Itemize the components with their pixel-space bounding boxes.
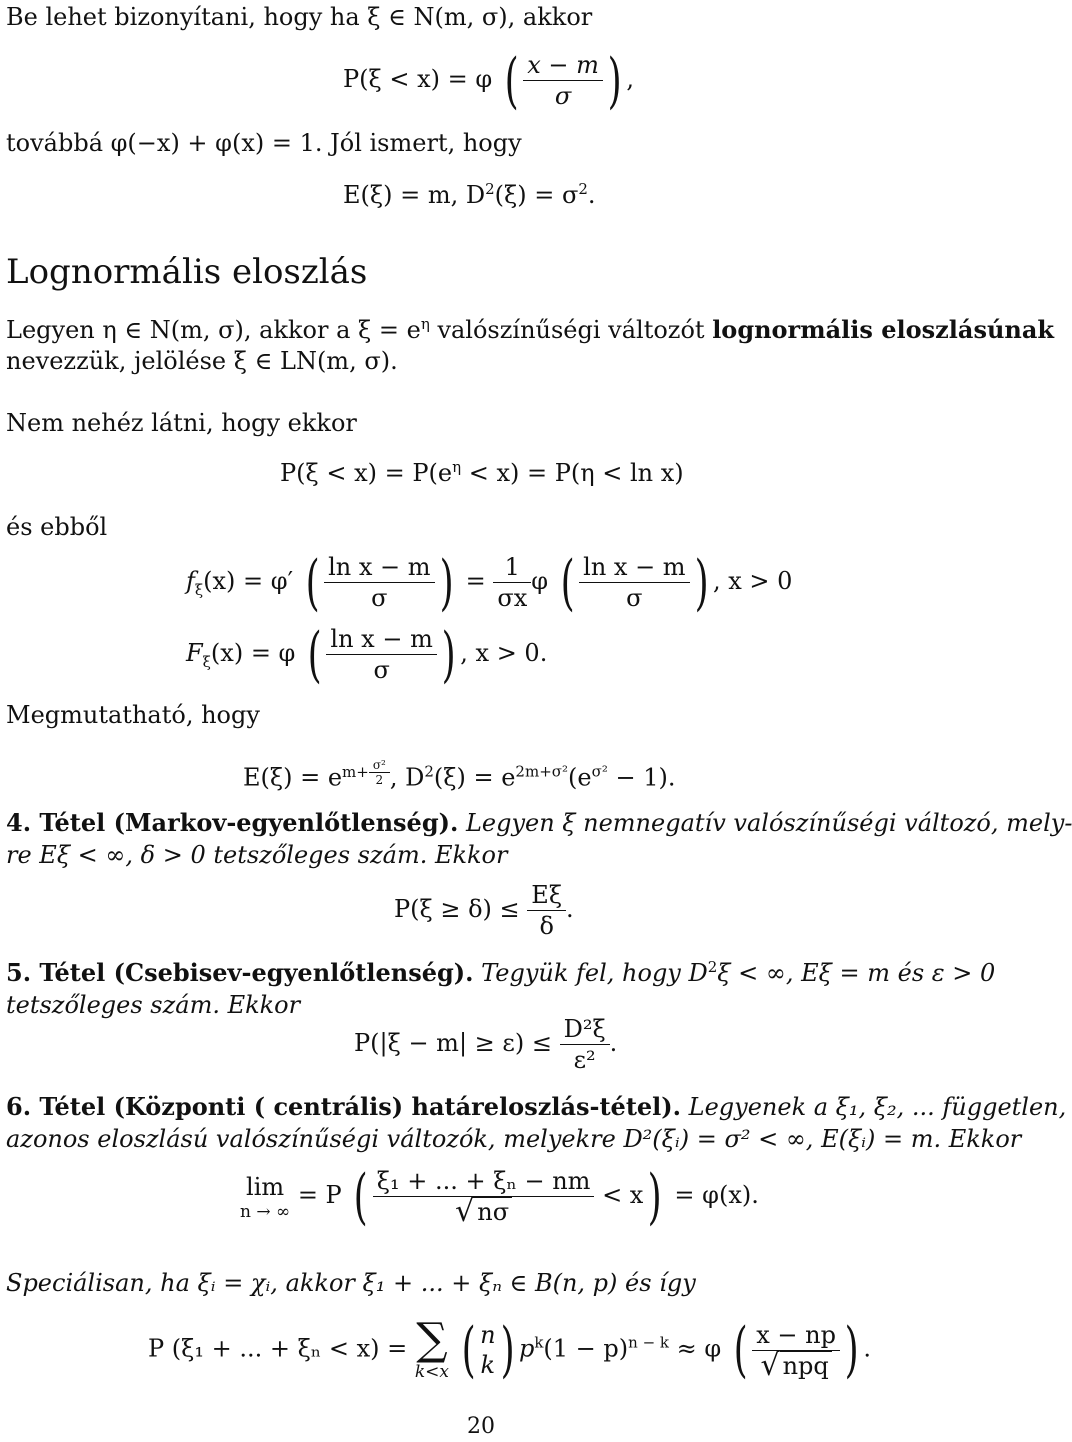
- eq3-sup: η: [452, 458, 462, 476]
- markov-lhs: P(ξ ≥ δ) ≤: [394, 895, 520, 923]
- eq4-den-2: σ: [626, 584, 643, 612]
- equation-markov: [394, 880, 574, 941]
- eq5-mid: (x) = φ: [210, 639, 296, 667]
- binom-pk: k: [534, 1333, 544, 1352]
- markov-tail: .: [566, 895, 574, 923]
- eq2-tail: .: [587, 181, 596, 209]
- theorem-4-label: 4. Tétel (Markov-egyenlőtlenség).: [6, 808, 459, 837]
- eq4-num: ln x − m: [324, 552, 434, 583]
- theorem-5-line-2: tetszőleges szám. Ekkor: [6, 991, 301, 1019]
- binom-pnk: n − k: [628, 1333, 670, 1352]
- binom-approx: ≈ φ: [676, 1334, 722, 1363]
- eq4-fraction-3: [579, 552, 689, 613]
- eq4-den: σ: [371, 584, 388, 612]
- eq6-exp-a: [342, 758, 390, 787]
- binom-p: p: [518, 1334, 535, 1363]
- theorem-4-text-1: Legyen ξ nemnegatív valószínűségi változó, mely-: [458, 809, 1072, 837]
- page-number: 20: [467, 1414, 495, 1439]
- left-paren: (: [354, 1161, 369, 1232]
- binom-bot: k: [480, 1351, 496, 1379]
- eq6-b: , D: [389, 763, 425, 792]
- theorem-6-line-1: [6, 1092, 1066, 1122]
- eq4-sub: ξ: [194, 580, 204, 599]
- theorem-6-label: 6. Tétel (Központi ( centrális) határeloszlás-tétel).: [6, 1092, 682, 1121]
- sum-icon: ∑: [416, 1314, 448, 1365]
- clt-tail: = φ(x).: [674, 1181, 759, 1209]
- binom-tail: .: [863, 1334, 872, 1363]
- left-paren: (: [305, 547, 320, 618]
- sqrt-icon: √: [760, 1347, 780, 1383]
- intro-line-2: továbbá φ(−x) + φ(x) = 1. Jól ismert, hogy: [6, 129, 522, 157]
- definition-line-1: [6, 315, 1054, 345]
- eq4-fraction-2: [493, 552, 531, 613]
- right-paren: ): [500, 1315, 515, 1385]
- eq6-c: (ξ) = e: [433, 763, 516, 792]
- clt-fraction: [373, 1166, 595, 1227]
- binom-top: n: [480, 1321, 496, 1349]
- clt-lt: < x: [602, 1181, 644, 1209]
- sum-sub: k<x: [414, 1362, 449, 1382]
- markov-fraction: [527, 880, 566, 941]
- chebyshev-tail: .: [609, 1029, 618, 1057]
- left-paren: (: [504, 45, 519, 116]
- section-title: Lognormális eloszlás: [6, 252, 368, 292]
- right-paren: ): [439, 547, 454, 618]
- binom-frac-den: [752, 1347, 840, 1383]
- eq4-phi: φ: [531, 567, 549, 595]
- binomial-coefficient: [480, 1320, 495, 1380]
- eq5-F: F: [186, 639, 203, 667]
- equation-lognormal-cdf: [280, 458, 684, 488]
- clt-den: [373, 1194, 595, 1229]
- eq4-f: f: [186, 567, 195, 595]
- eq6-d: (e: [568, 763, 592, 792]
- chebyshev-num: D²ξ: [560, 1014, 610, 1045]
- eq6-sup-frac: [369, 758, 390, 787]
- eq4-frac2-num: 1: [493, 552, 531, 583]
- equation-density: [186, 547, 793, 618]
- nem-nehez-text: Nem nehéz látni, hogy ekkor: [6, 409, 357, 437]
- left-paren: (: [560, 547, 575, 618]
- chebyshev-den: ε²: [573, 1046, 596, 1074]
- eq6-e: − 1).: [607, 763, 676, 792]
- eq6-sup-frac-num: σ²: [369, 758, 390, 773]
- binom-fraction: [752, 1320, 840, 1381]
- markov-den: δ: [539, 912, 554, 940]
- equation-clt: [240, 1161, 759, 1232]
- equation-chebyshev: [354, 1014, 617, 1075]
- sqrt-icon: √: [455, 1194, 475, 1229]
- clt-lim: [240, 1172, 290, 1222]
- chebyshev-fraction: [560, 1014, 610, 1075]
- equation-distribution: [186, 619, 548, 690]
- markov-num: Eξ: [527, 880, 566, 911]
- theorem-6-line-2: azonos eloszlású valószínűségi változók, melyekre D²(ξᵢ) = σ² < ∞, E(ξᵢ) = m. Ekkor: [6, 1125, 1022, 1153]
- eq2-part-b: (ξ) = σ: [494, 181, 579, 209]
- right-paren: ): [844, 1315, 859, 1385]
- special-text: Speciálisan, ha ξᵢ = χᵢ, akkor ξ₁ + ... + ξₙ ∈ B(n, p) és így: [6, 1269, 696, 1297]
- equation-binomial-approx: [148, 1314, 872, 1385]
- eq4-tail: , x > 0: [712, 567, 793, 595]
- eq1-numerator: x − m: [523, 50, 603, 81]
- eq1-tail: ,: [626, 65, 634, 93]
- definition-line-2: nevezzük, jelölése ξ ∈ LN(m, σ).: [6, 347, 398, 375]
- eq3-part-b: < x) = P(η < ln x): [461, 459, 684, 487]
- left-paren: (: [307, 619, 322, 690]
- theorem-5-text-1a: Tegyük fel, hogy D: [473, 959, 708, 987]
- eq5-sub: ξ: [202, 652, 211, 671]
- clt-lim-word: lim: [246, 1172, 285, 1201]
- binom-mid: (1 − p): [543, 1334, 629, 1363]
- binom-lhs: P (ξ₁ + ... + ξₙ < x) =: [148, 1334, 408, 1363]
- binom-frac-num: x − np: [752, 1320, 840, 1351]
- eq3-part-a: P(ξ < x) = P(e: [280, 459, 453, 487]
- eq4-num-2: ln x − m: [579, 552, 689, 583]
- right-paren: ): [441, 619, 456, 690]
- right-paren: ): [648, 1161, 663, 1232]
- equation-lognormal-moments: $E(\xi) = e^{m+ \frac{\text{σ²}}{2}}$ , $D^2(\xi) = e^{2m+\sigma^2}(e^{\sigma^2} - 1)$.: [243, 758, 676, 792]
- eq5-den: σ: [373, 656, 390, 684]
- eq5-fraction: [326, 624, 436, 685]
- clt-lim-sub: n → ∞: [240, 1201, 291, 1222]
- theorem-5-label: 5. Tétel (Csebisev-egyenlőtlenség).: [6, 958, 474, 987]
- theorem-6-text-1: Legyenek a ξ₁, ξ₂, ... független,: [681, 1093, 1067, 1121]
- megmutathato-text: Megmutatható, hogy: [6, 701, 260, 729]
- eq6-sup-d: σ²: [591, 762, 608, 781]
- clt-den-sqrt: nσ: [474, 1197, 512, 1226]
- eq6-a: E(ξ) = e: [243, 763, 343, 792]
- equation-normal-cdf: [343, 45, 634, 116]
- eq4-frac2-den: σx: [497, 584, 528, 612]
- theorem-4-line-1: [6, 808, 1072, 838]
- binom-frac-den-sqrt: npq: [780, 1351, 832, 1380]
- eq4-equals: =: [465, 567, 486, 595]
- eq5-num: ln x − m: [326, 624, 436, 655]
- chebyshev-lhs: P(|ξ − m| ≥ ε) ≤: [354, 1029, 552, 1057]
- eq1-fraction: [523, 50, 603, 111]
- clt-num: ξ₁ + ... + ξₙ − nm: [373, 1166, 595, 1197]
- eq2-part-a: E(ξ) = m, D: [343, 181, 486, 209]
- def-bold-term: lognormális eloszlásúnak: [712, 315, 1055, 344]
- es-ebbol-text: és ebből: [6, 513, 108, 541]
- eq5-tail: , x > 0.: [460, 639, 548, 667]
- def-line1-b: valószínűségi változót: [429, 316, 713, 344]
- intro-line-1: Be lehet bizonyítani, hogy ha ξ ∈ N(m, σ), akkor: [6, 3, 593, 31]
- right-paren: ): [694, 547, 709, 618]
- eq1-lhs: P(ξ < x) = φ: [343, 65, 493, 93]
- right-paren: ): [607, 45, 622, 116]
- eq4-mid: (x) = φ′: [203, 567, 294, 595]
- eq1-denominator: σ: [554, 82, 572, 110]
- theorem-5-text-1b: ξ < ∞, Eξ = m és ε > 0: [717, 959, 996, 987]
- sum-block: [414, 1314, 449, 1382]
- eq6-sup-frac-den: 2: [375, 773, 384, 787]
- theorem-4-line-2: re Eξ < ∞, δ > 0 tetszőleges szám. Ekkor: [6, 841, 508, 869]
- eq6-sup-c: 2m+σ²: [515, 762, 569, 781]
- eq6-sup-a: m+: [342, 762, 369, 781]
- eq4-fraction-1: [324, 552, 434, 613]
- def-sup-eta: η: [420, 315, 430, 333]
- left-paren: (: [461, 1315, 476, 1385]
- theorem-5-line-1: 5. Tétel (Csebisev-egyenlőtlenség). Tegyük fel, hogy $D^2\xi$ < ∞, Eξ = m és ε > 0: [6, 958, 996, 987]
- left-paren: (: [733, 1315, 748, 1385]
- def-line1-a: Legyen η ∈ N(m, σ), akkor a ξ = e: [6, 316, 421, 344]
- clt-eqP: = P: [297, 1181, 342, 1209]
- equation-expectation-variance: E(ξ) = m, $D^2(\xi) = \sigma^2$.: [343, 180, 596, 209]
